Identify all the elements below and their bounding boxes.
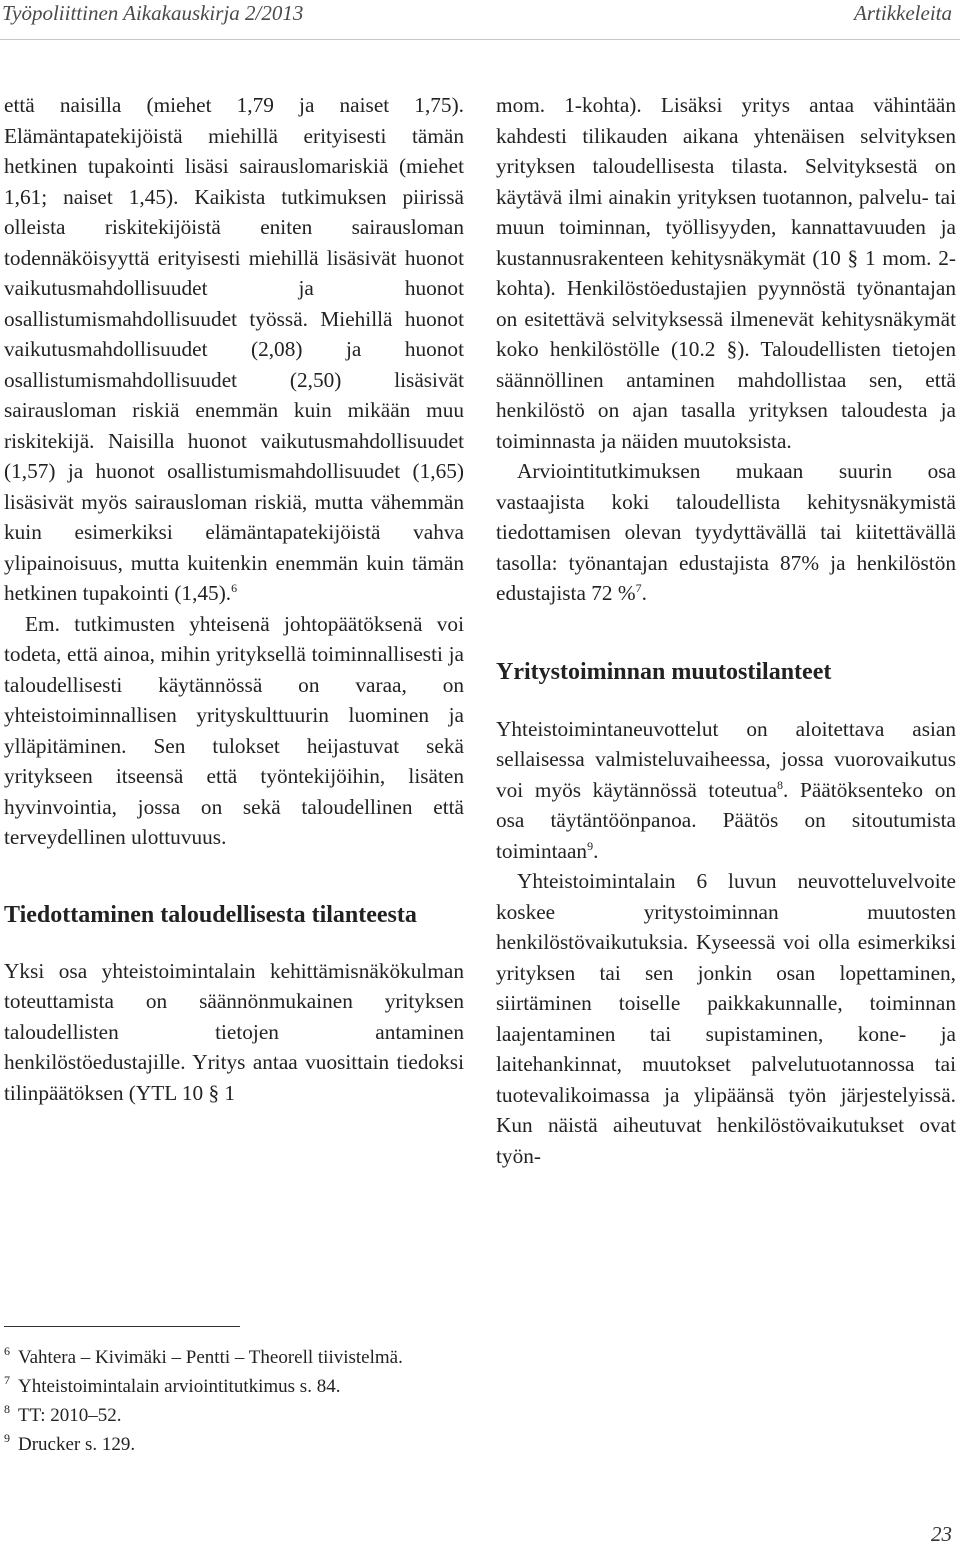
footnote-ref[interactable]: 8: [777, 777, 784, 792]
body-paragraph: mom. 1-kohta). Lisäksi yritys antaa vähintään kahdesti tilikauden aikana yhtenäisen selvityksen yrityksen taloudellisesta tilasta. Selvityksestä on käytävä ilmi ainakin yrityksen tuotannon, palvelu- tai muun toiminnan, työllisyyden, kannattavuuden ja kustannusrakenteen kehitysnäkymät (10 § 1 mom. 2-kohta). Henkilöstöedustajien pyynnöstä työnantajan on esitettävä selvityksessä ilmenevät kehitysnäkymät koko henkilöstölle (10.2 §). Taloudellisten tietojen säännöllinen antaminen mahdollistaa sen, että henkilöstö on ajan tasalla yrityksen taloudesta ja toiminnasta ja näiden muutoksista.: [496, 93, 956, 453]
section-heading: Tiedottaminen taloudellisesta tilanteesta: [4, 901, 417, 928]
footnote: 6 Vahtera – Kivimäki – Pentti – Theorell tiivistelmä.: [4, 1344, 403, 1368]
footnote: 9 Drucker s. 129.: [4, 1431, 136, 1455]
footnote-text: Yhteistoimintalain arviointitutkimus s. 84.: [18, 1376, 341, 1397]
footnote-ref[interactable]: 7: [635, 581, 642, 595]
section-heading: Yritystoiminnan muutostilanteet: [496, 658, 832, 685]
footnote: 7 Yhteistoimintalain arviointitutkimus s. 84.: [4, 1373, 341, 1397]
paragraph-text: että naisilla (miehet 1,79 ja naiset 1,75). Elämäntapatekijöistä miehillä erityisesti tämän hetkinen tupakointi lisäsi sairauslomariskiä (miehet 1,61; naiset 1,45). Kaikista tutkimuksen piirissä olleista riskitekijöistä eniten sairausloman todennäköisyyttä erityisesti miehillä lisäsivät huonot vaikutusmahdollisuudet ja huonot osallistumismahdollisuudet työssä. Miehillä huonot vaikutusmahdollisuudet (2,08) ja huonot osallistumismahdollisuudet (2,50) lisäsivät sairausloman riskiä enemmän kuin mikään muu riskitekijä. Naisilla huonot vaikutusmahdollisuudet (1,57) ja huonot osallistumismahdollisuudet (1,65) lisäsivät myös sairausloman riskiä, mutta vähemmän kuin esimerkiksi elämäntapatekijöistä vahva ylipainoisuus, mutta kuitenkin enemmän kuin tämän hetkinen tupakointi (1,45).: [4, 93, 464, 605]
body-paragraph: Em. tutkimusten yhteisenä johtopäätöksenä voi todeta, että ainoa, mihin yrityksellä toiminnallisesti ja taloudellisesti käytännössä on varaa, on yhteistoiminnallisen yrityskulttuurin luominen ja ylläpitäminen. Sen tulokset heijastuvat sekä yritykseen itseensä että työntekijöihin, lisäten hyvinvointia, jossa on sekä taloudellinen että terveydellinen ulottuvuus.: [4, 611, 464, 849]
body-paragraph: Yksi osa yhteistoimintalain kehittämisnäkökulman toteuttamista on säännönmukainen yrityksen taloudellisten tietojen antaminen henkilöstöedustajille. Yritys antaa vuosittain tiedoksi tilinpäätöksen (YTL 10 § 1: [4, 958, 464, 1105]
footnote-text: Vahtera – Kivimäki – Pentti – Theorell tiivistelmä.: [18, 1347, 403, 1368]
page-number: 23: [931, 1522, 952, 1546]
footnote-ref[interactable]: 9: [587, 838, 594, 853]
paragraph-text: .: [593, 838, 599, 863]
paragraph-text: Arviointitutkimuksen mukaan suurin osa vastaajista koki taloudellista kehitysnäkymistä tiedottamisen olevan tyydyttävällä tai kiitettävällä tasolla: työnantajan edustajista 87% ja henkilöstön edustajista 72 %: [496, 459, 956, 605]
footnote-text: TT: 2010–52.: [18, 1405, 122, 1426]
body-paragraph: Yhteistoimintalain 6 luvun neuvotteluvelvoite koskee yritystoiminnan muutosten henkilöstövaikutuksia. Kyseessä voi olla esimerkiksi yrityksen tai sen jonkin osan lopettaminen, siirtäminen toiselle paikkakunnalle, toiminnan laajentaminen tai supistaminen, kone- ja laitehankinnat, muutokset palvelutuotannossa tai tuotevalikoimassa ja ylipäänsä työn järjestelyissä. Kun näistä aiheutuvat henkilöstövaikutukset ovat työn-: [496, 869, 956, 1168]
footnotes: [4, 1343, 704, 1459]
footnote-text: Drucker s. 129.: [18, 1434, 136, 1455]
body-paragraph: [496, 456, 956, 609]
body-paragraph: [496, 714, 956, 867]
paragraph-text: . Päätöksenteko on osa täytäntöönpanoa. Päätös on sitoutumista toimintaan: [496, 777, 957, 863]
right-column: [496, 90, 956, 1171]
body-paragraph: [4, 90, 464, 609]
page-header: [0, 0, 960, 40]
paragraph-text: .: [641, 581, 647, 605]
left-column: [4, 90, 464, 1108]
paragraph-text: Yhteistoimintaneuvottelut on aloitettava asian sellaisessa valmisteluvaiheessa, jossa vuorovaikutus voi myös käytännössä toteutua: [496, 716, 956, 802]
footnote: 8 TT: 2010–52.: [4, 1402, 122, 1426]
section-label: Artikkeleita: [854, 1, 952, 25]
header-divider: [0, 39, 960, 40]
journal-title: Työpoliittinen Aikakauskirja 2/2013: [2, 1, 304, 25]
footnote-divider: [4, 1326, 240, 1327]
footnote-ref[interactable]: 6: [231, 581, 238, 595]
